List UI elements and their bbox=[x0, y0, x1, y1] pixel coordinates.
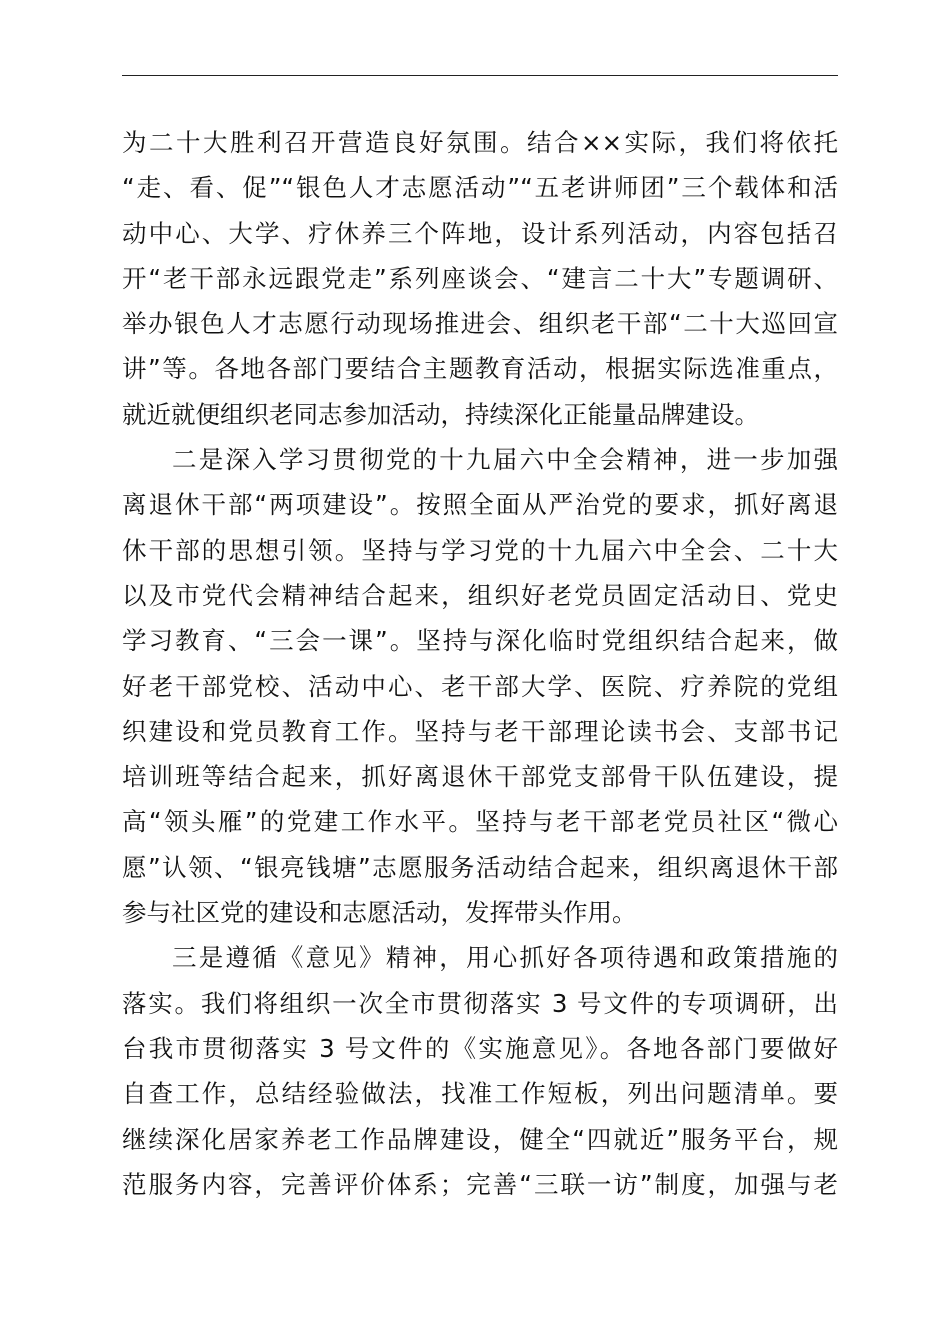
text-line: 好老干部党校、活动中心、老干部大学、医院、疗养院的党组 bbox=[122, 671, 838, 701]
text-line: 继续深化居家养老工作品牌建设，健全“四就近”服务平台，规 bbox=[122, 1124, 838, 1154]
header-rule bbox=[122, 75, 838, 76]
text-line: 培训班等结合起来，抓好离退休干部党支部骨干队伍建设，提 bbox=[122, 762, 838, 792]
text-line: 参与社区党的建设和志愿活动，发挥带头作用。 bbox=[122, 898, 637, 928]
text-line: “走、看、促”“银色人才志愿活动”“五老讲师团”三个载体和活 bbox=[122, 173, 838, 203]
paragraph-3 bbox=[122, 935, 838, 1207]
text-line: 离退休干部“两项建设”。按照全面从严治党的要求，抓好离退 bbox=[122, 490, 838, 520]
paragraph-2 bbox=[122, 437, 838, 935]
text-line: 愿”认领、“银亮钱塘”志愿服务活动结合起来，组织离退休干部 bbox=[122, 852, 838, 882]
text-line: 自查工作，总结经验做法，找准工作短板，列出问题清单。要 bbox=[122, 1079, 838, 1109]
text-line: 举办银色人才志愿行动现场推进会、组织老干部“二十大巡回宣 bbox=[122, 309, 838, 339]
text-line: 高“领头雁”的党建工作水平。坚持与老干部老党员社区“微心 bbox=[122, 807, 838, 837]
text-line: 休干部的思想引领。坚持与学习党的十九届六中全会、二十大 bbox=[122, 535, 838, 565]
paragraph-1 bbox=[122, 120, 838, 437]
text-line: 开“老干部永远跟党走”系列座谈会、“建言二十大”专题调研、 bbox=[122, 263, 838, 293]
text-line: 学习教育、“三会一课”。坚持与深化临时党组织结合起来，做 bbox=[122, 626, 838, 656]
document-body bbox=[122, 120, 838, 1207]
text-line: 三是遵循《意见》精神，用心抓好各项待遇和政策措施的 bbox=[172, 943, 838, 973]
text-line: 二是深入学习贯彻党的十九届六中全会精神，进一步加强 bbox=[172, 445, 838, 475]
text-line: 范服务内容，完善评价体系；完善“三联一访”制度，加强与老 bbox=[122, 1169, 838, 1199]
text-line: 讲”等。各地各部门要结合主题教育活动，根据实际选准重点， bbox=[122, 354, 838, 384]
text-line: 台我市贯彻落实 3 号文件的《实施意见》。各地各部门要做好 bbox=[122, 1033, 838, 1063]
text-line: 动中心、大学、疗休养三个阵地，设计系列活动，内容包括召 bbox=[122, 218, 838, 248]
text-line: 织建设和党员教育工作。坚持与老干部理论读书会、支部书记 bbox=[122, 716, 838, 746]
text-line: 落实。我们将组织一次全市贯彻落实 3 号文件的专项调研，出 bbox=[122, 988, 838, 1018]
text-line: 为二十大胜利召开营造良好氛围。结合××实际，我们将依托 bbox=[122, 128, 838, 157]
text-line: 就近就便组织老同志参加活动，持续深化正能量品牌建设。 bbox=[122, 399, 759, 429]
text-line: 以及市党代会精神结合起来，组织好老党员固定活动日、党史 bbox=[122, 580, 838, 610]
